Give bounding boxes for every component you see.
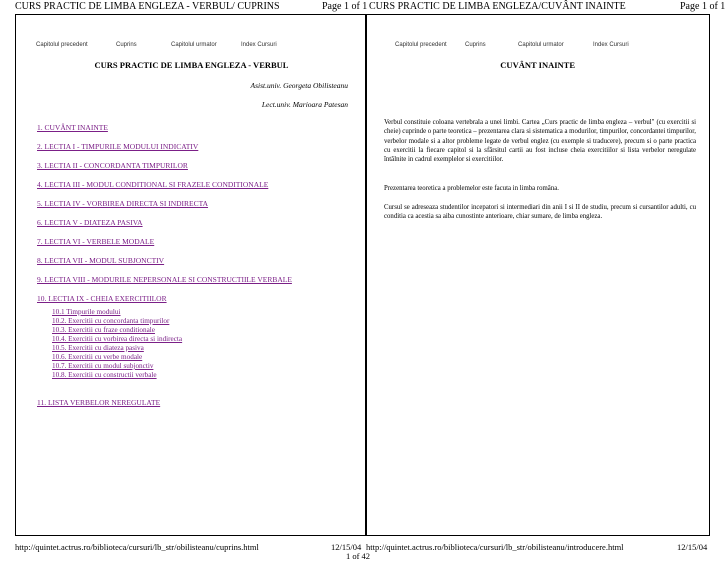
toc-sublink[interactable]: 10.1 Timpurile modului <box>52 308 121 316</box>
left-page-cuprins <box>15 14 366 536</box>
toc-link[interactable]: 1. CUVÂNT INAINTE <box>37 123 108 132</box>
toc-item <box>37 194 292 213</box>
toc-link[interactable]: 10. LECTIA IX - CHEIA EXERCITIILOR <box>37 294 167 303</box>
page-title: CUVÂNT INAINTE <box>500 60 575 70</box>
toc-sublink[interactable]: 10.2. Exercitii cu concordanta timpurilor <box>52 317 170 325</box>
toc-link[interactable]: 2. LECTIA I - TIMPURILE MODULUI INDICATIV <box>37 142 199 151</box>
toc-link[interactable]: 4. LECTIA III - MODUL CONDITIONAL SI FRAZELE CONDITIONALE <box>37 180 269 189</box>
toc-item <box>37 232 292 251</box>
author-name: Asist.univ. Georgeta Obilisteanu <box>250 81 348 90</box>
nav-previous-chapter[interactable]: Capitolul precedent <box>36 42 88 48</box>
toc-item <box>37 213 292 232</box>
right-header-page: Page 1 of 1 <box>680 1 726 12</box>
toc-sublink[interactable]: 10.3. Exercitii cu fraze conditionale <box>52 326 155 334</box>
toc-link[interactable]: 5. LECTIA IV - VORBIREA DIRECTA SI INDIRECTA <box>37 199 209 208</box>
toc-sublist <box>52 308 182 380</box>
toc-item <box>37 398 160 407</box>
right-page-cuvant-inainte <box>366 14 710 536</box>
toc-subitem <box>52 317 182 326</box>
toc-link[interactable]: 3. LECTIA II - CONCORDANTA TIMPURILOR <box>37 161 188 170</box>
toc-subitem <box>52 326 182 335</box>
toc-subitem <box>52 371 182 380</box>
toc-item <box>37 175 292 194</box>
left-header-title: CURS PRACTIC DE LIMBA ENGLEZA - VERBUL/ CUPRINS <box>15 1 280 12</box>
nav-course-index[interactable]: Index Cursuri <box>593 42 629 48</box>
toc-subitem <box>52 353 182 362</box>
toc-item <box>37 137 292 156</box>
page-title: CURS PRACTIC DE LIMBA ENGLEZA - VERBUL <box>94 60 289 70</box>
toc-item <box>37 118 292 137</box>
toc-link[interactable]: 7. LECTIA VI - VERBELE MODALE <box>37 237 155 246</box>
right-footer-url: http://quintet.actrus.ro/biblioteca/cursuri/lb_str/obilisteanu/introducere.html <box>366 542 624 552</box>
toc-link[interactable]: 8. LECTIA VII - MODUL SUBJONCTIV <box>37 256 165 265</box>
left-footer-date: 12/15/04 <box>331 542 362 552</box>
toc-subitem <box>52 362 182 371</box>
toc-sublink[interactable]: 10.6. Exercitii cu verbe modale <box>52 353 143 361</box>
nav-previous-chapter[interactable]: Capitolul precedent <box>395 42 447 48</box>
nav-next-chapter[interactable]: Capitolul urmator <box>171 42 217 48</box>
nav-contents[interactable]: Cuprins <box>116 42 137 48</box>
left-footer-url: http://quintet.actrus.ro/biblioteca/cursuri/lb_str/obilisteanu/cuprins.html <box>15 542 259 552</box>
toc-subitem <box>52 344 182 353</box>
paragraph: Prezentarea teoretica a problemelor este facuta in limba româna. <box>384 185 559 192</box>
toc-item <box>37 156 292 175</box>
toc-link[interactable]: 9. LECTIA VIII - MODURILE NEPERSONALE SI CONSTRUCTIILE VERBALE <box>37 275 292 284</box>
toc-subitem <box>52 335 182 344</box>
toc-item <box>37 289 292 308</box>
toc-sublink[interactable]: 10.8. Exercitii cu constructii verbale <box>52 371 157 379</box>
toc-sublink[interactable]: 10.7. Exercitii cu modul subjonctiv <box>52 362 154 370</box>
toc-item <box>37 270 292 289</box>
page-count: 1 of 42 <box>345 551 371 561</box>
right-header-title: CURS PRACTIC DE LIMBA ENGLEZA/CUVÂNT INAINTE <box>369 1 626 12</box>
toc-link[interactable]: 6. LECTIA V - DIATEZA PASIVA <box>37 218 143 227</box>
paragraph: Verbul constituie coloana vertebrala a unei limbi. Cartea „Curs practic de limba engleza – verbul" (cu exercitii si cheie) cuprinde o parte teoretica – prezentarea clara si sistematica a modurilor, timpurilor, concordantei timpurilor, verbelor modale si a altor probleme legate de verbul englez (cu exemple si traducere), precum si o parte practica cu exercitii la fiecare capitol si la sfârsitul cartii au fost incluse cheia exercitiilor si lista verbelor neregulate întâlnite in cadrul exemplelor si exercitiilor. <box>384 119 696 164</box>
nav-next-chapter[interactable]: Capitolul urmator <box>518 42 564 48</box>
toc-sublink[interactable]: 10.5. Exercitii cu diateza pasiva <box>52 344 144 352</box>
author-name: Lect.univ. Marioara Patesan <box>261 100 348 109</box>
toc-item <box>37 251 292 270</box>
toc-link[interactable]: 11. LISTA VERBELOR NEREGULATE <box>37 398 161 407</box>
nav-contents[interactable]: Cuprins <box>465 42 486 48</box>
paragraph: Cursul se adreseaza studentilor incepatori si intermediari din anii I si II de studiu, precum si cursantilor adulti, cu conditia ca acestia sa aiba cunostinte anterioare, chiar sumare, de limba engleza. <box>384 204 696 221</box>
right-footer-date: 12/15/04 <box>677 542 708 552</box>
toc-sublink[interactable]: 10.4. Exercitii cu vorbirea directa si indirecta <box>52 335 183 343</box>
nav-course-index[interactable]: Index Cursuri <box>241 42 277 48</box>
left-header-page: Page 1 of 1 <box>322 1 368 12</box>
toc-subitem <box>52 308 182 317</box>
table-of-contents <box>37 118 292 308</box>
